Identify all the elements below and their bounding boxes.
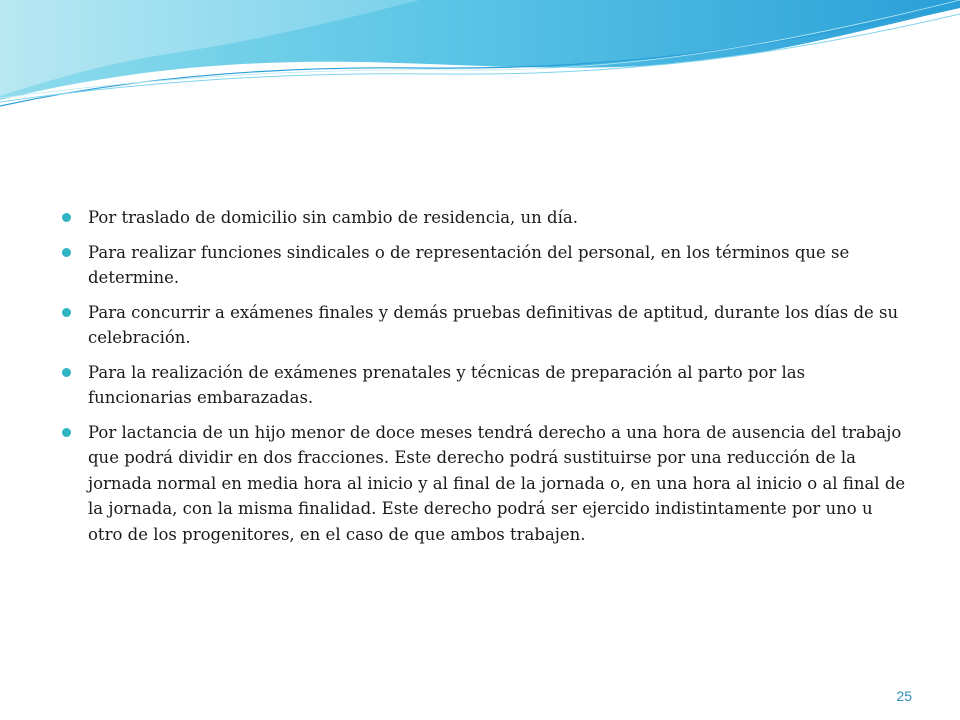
bullet-dot-icon [62, 428, 71, 437]
bullet-dot-icon [62, 213, 71, 222]
bullet-dot-icon [62, 308, 71, 317]
bullet-dot-icon [62, 368, 71, 377]
list-item [62, 240, 912, 291]
list-item [62, 360, 912, 411]
list-item [62, 205, 912, 231]
header-wave-decoration [0, 0, 960, 120]
bullet-text: Para realizar funciones sindicales o de representación del personal, en los términos que se determine. [88, 242, 850, 287]
bullet-text: Para la realización de exámenes prenatales y técnicas de preparación al parto por las funcionarias embarazadas. [88, 362, 806, 407]
slide-number: 25 [896, 688, 912, 704]
bullet-list [62, 205, 912, 556]
bullet-text: Por traslado de domicilio sin cambio de residencia, un día. [88, 208, 578, 227]
bullet-text: Para concurrir a exámenes finales y demás pruebas definitivas de aptitud, durante los días de su celebración. [88, 302, 899, 347]
bullet-text: Por lactancia de un hijo menor de doce meses tendrá derecho a una hora de ausencia del trabajo que podrá dividir en dos fracciones. Este derecho podrá sustituirse por una reducción de la jornada normal en media hora al inicio y al final de la jornada o, en una hora al inicio o al final de la jornada, con la misma finalidad. Este derecho podrá ser ejercido indistintamente por uno u otro de los progenitores, en el caso de que ambos trabajen. [88, 422, 906, 544]
list-item [62, 300, 912, 351]
list-item [62, 420, 912, 548]
bullet-dot-icon [62, 248, 71, 257]
